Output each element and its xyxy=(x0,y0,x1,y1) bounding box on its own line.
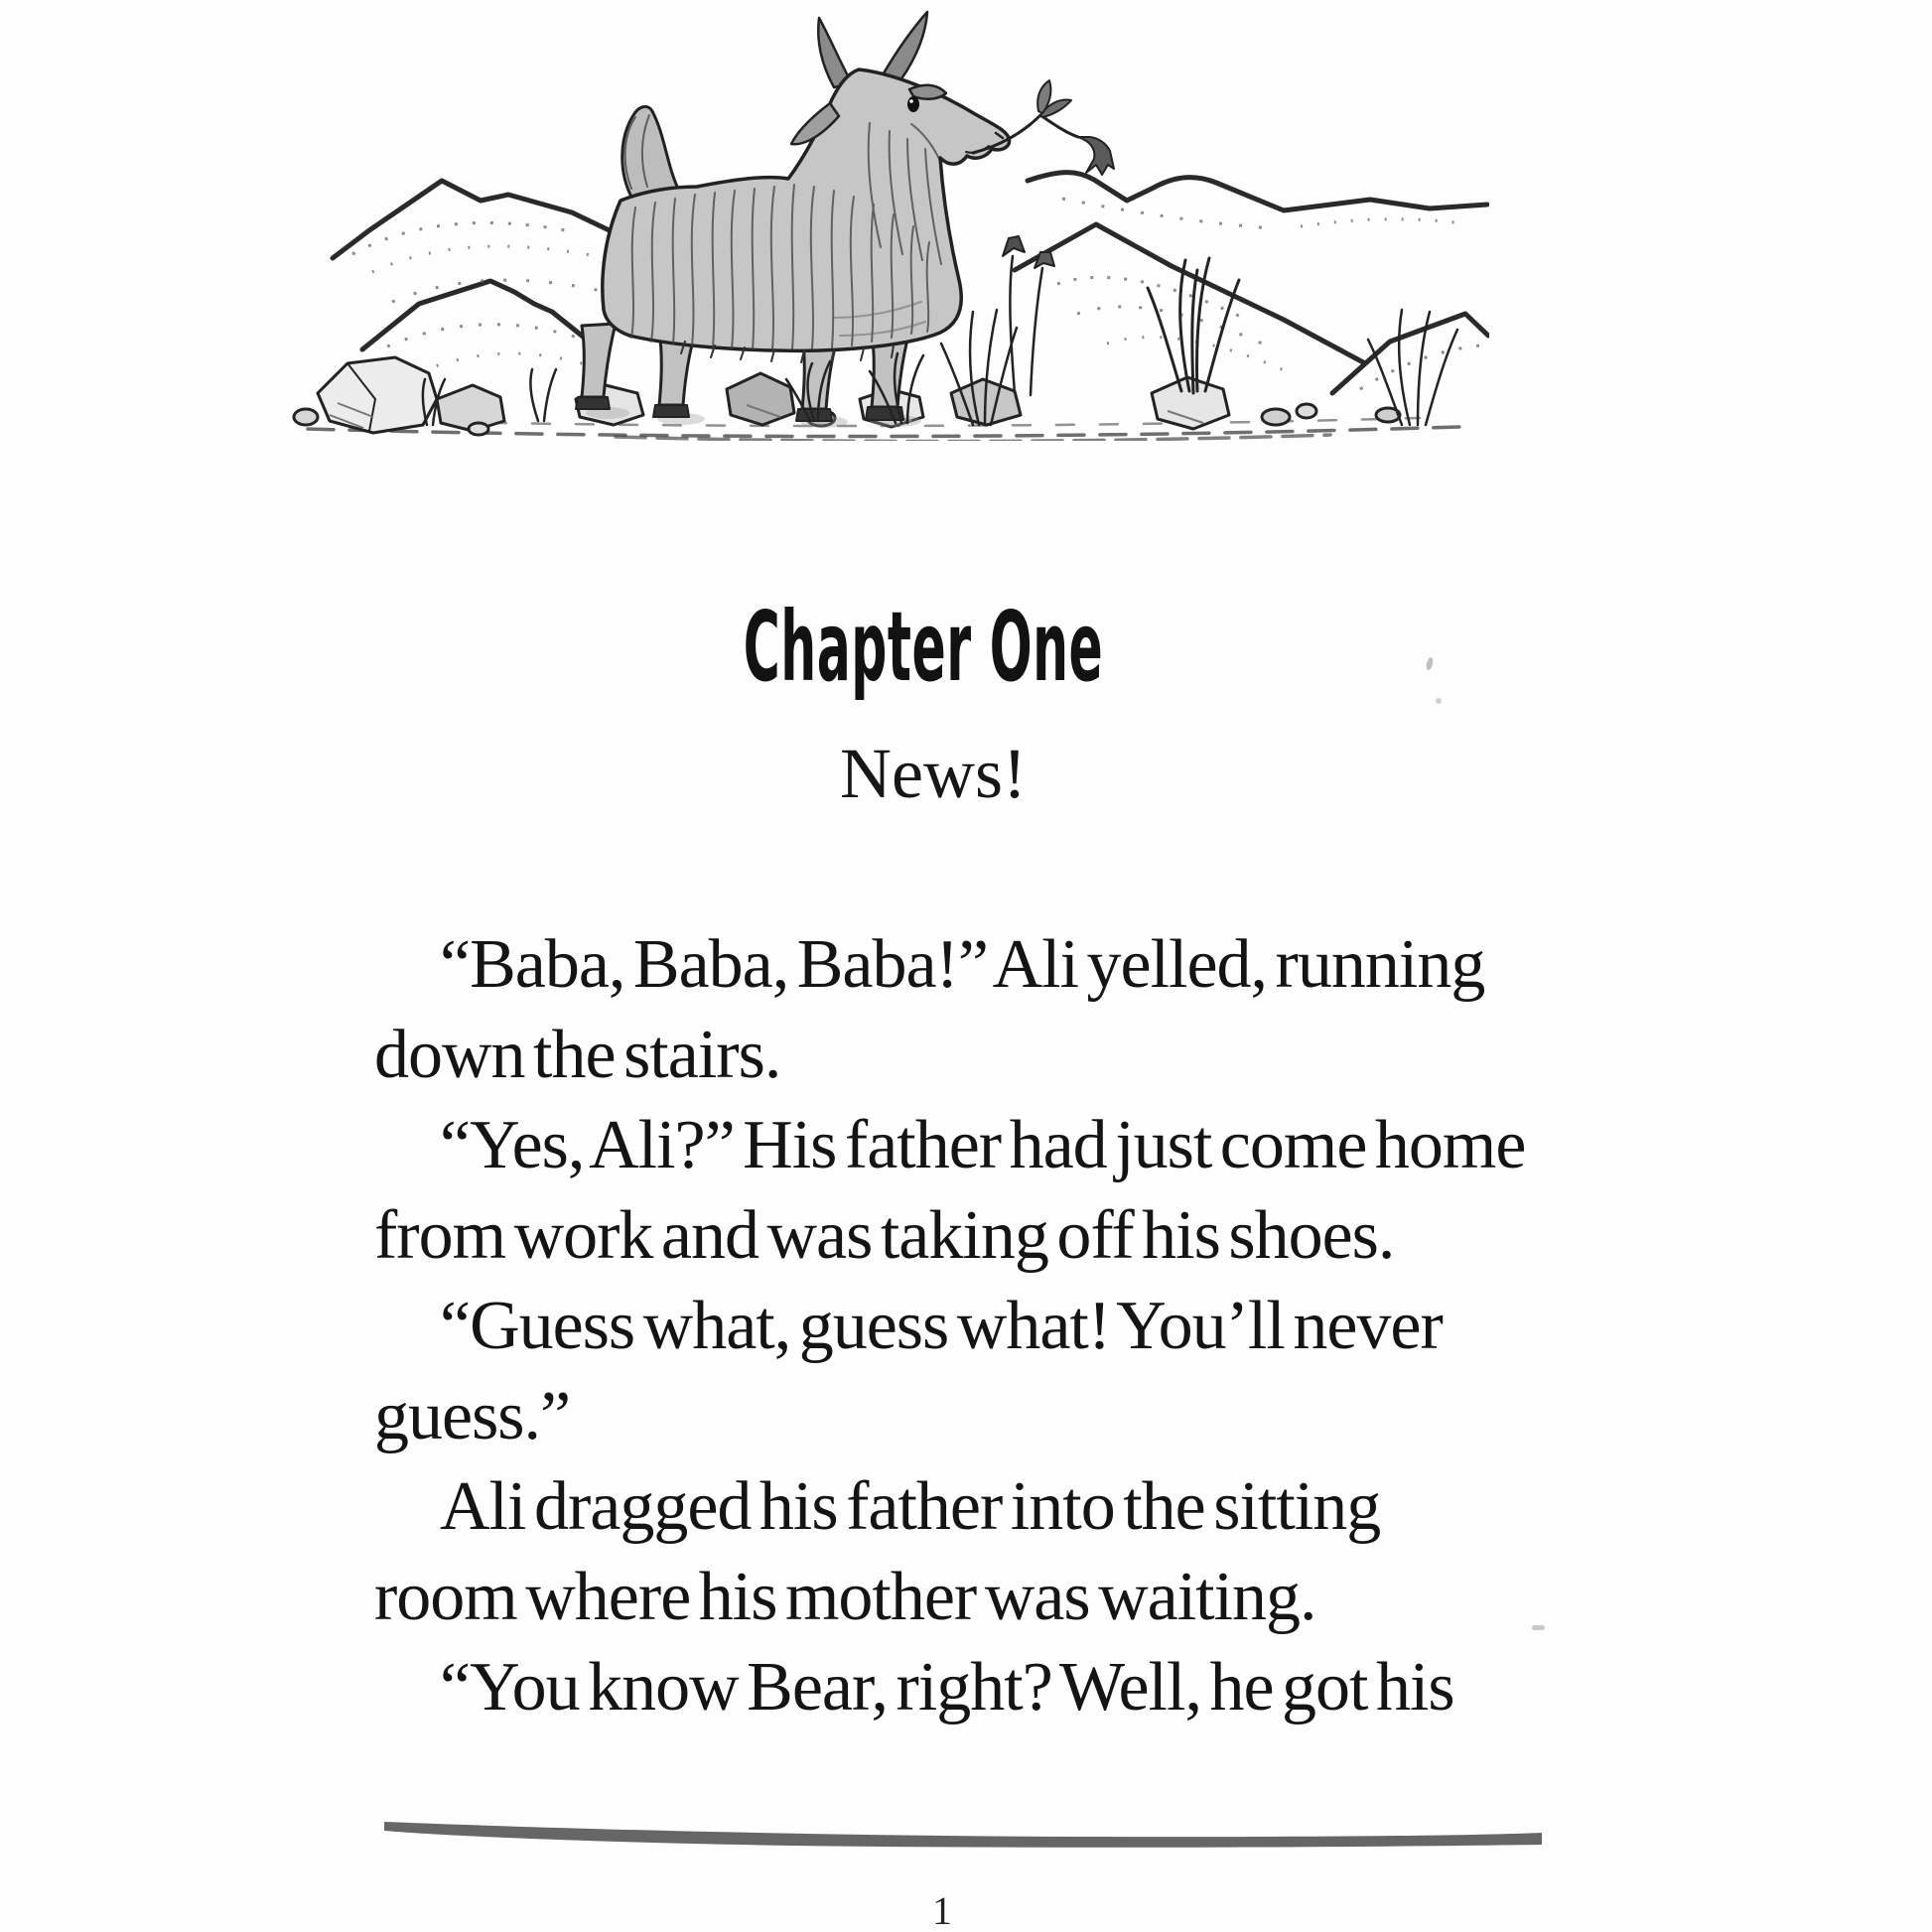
text-line: “You know Bear, right? Well, he got his xyxy=(440,1649,1454,1725)
chapter-subtitle: News! xyxy=(840,734,1027,813)
footer-rule xyxy=(384,1815,1542,1849)
scan-speck xyxy=(1532,1625,1545,1630)
scan-speck xyxy=(1426,656,1435,670)
text-line: Ali dragged his father into the sitting xyxy=(440,1468,1381,1545)
text-line: room where his mother was waiting. xyxy=(374,1559,1316,1635)
text-line: “Yes, Ali?” His father had just come home xyxy=(440,1107,1526,1183)
goat-illustration xyxy=(278,4,1489,441)
text-line: “Guess what, guess what! You’ll never xyxy=(440,1288,1443,1364)
text-line: down the stairs. xyxy=(374,1017,781,1093)
footer-rule-bar xyxy=(384,1822,1542,1848)
text-line: from work and was taking off his shoes. xyxy=(374,1197,1395,1274)
page-number: 1 xyxy=(932,1888,952,1932)
chapter-heading-text: Chapter One xyxy=(743,591,1104,703)
text-line: “Baba, Baba, Baba!” Ali yelled, running xyxy=(440,926,1485,1003)
chapter-heading xyxy=(577,591,1269,703)
scan-speck xyxy=(1436,698,1442,704)
story-text xyxy=(374,919,1615,1732)
text-line: guess.” xyxy=(374,1378,571,1454)
